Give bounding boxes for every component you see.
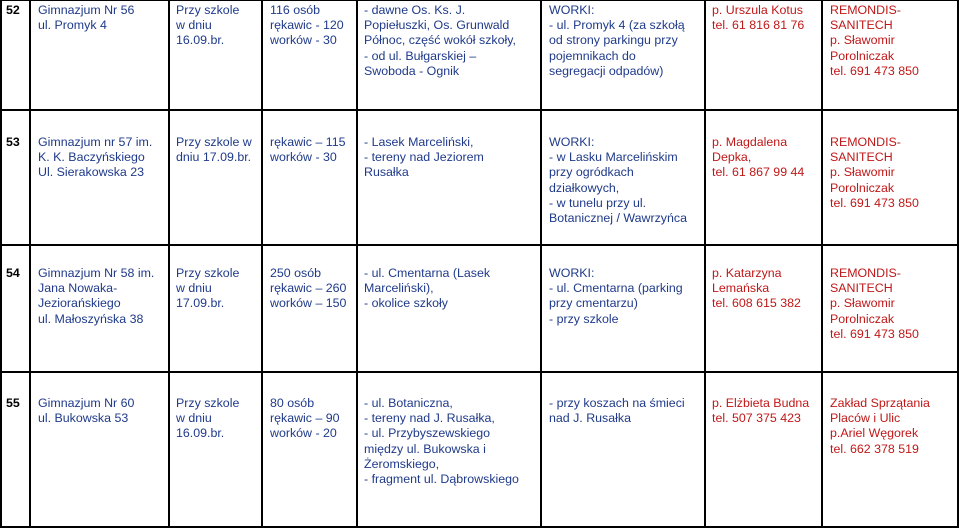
contact-cell: p. Elżbieta Budna tel. 507 375 423 xyxy=(712,396,810,426)
school-cell: Gimnazjum nr 57 im. K. K. Baczyńskiego Ul. Sierakowska 23 xyxy=(38,135,153,180)
area-cell: - ul. Botaniczna, - tereny nad J. Rusałka, - ul. Przybyszewskiego między ul. Bukowska i Żeromskiego, - fragment ul. Dąbrowskiego xyxy=(364,396,519,487)
column-divider xyxy=(821,0,823,528)
bags-cell: - przy koszach na śmieci nad J. Rusałka xyxy=(549,396,685,426)
company-cell: REMONDIS- SANITECH p. Sławomir Porolniczak tel. 691 473 850 xyxy=(830,3,919,78)
company-cell: Zakład Sprzątania Placów i Ulic p.Ariel Węgorek tel. 662 378 519 xyxy=(830,396,930,456)
people-cell: rękawic – 115 worków - 30 xyxy=(270,135,346,165)
column-divider xyxy=(168,0,170,528)
company-cell: REMONDIS- SANITECH p. Sławomir Porolniczak tel. 691 473 850 xyxy=(830,135,919,210)
area-cell: - Lasek Marceliński, - tereny nad Jeziorem Rusałka xyxy=(364,135,484,180)
column-divider xyxy=(261,0,263,528)
column-divider xyxy=(540,0,542,528)
contact-cell: p. Katarzyna Lemańska tel. 608 615 382 xyxy=(712,266,801,311)
row-number: 55 xyxy=(6,396,20,410)
people-cell: 116 osób rękawic - 120 worków - 30 xyxy=(270,3,344,48)
row-number: 54 xyxy=(6,266,20,280)
bags-cell: WORKI: - ul. Cmentarna (parking przy cmentarzu) - przy szkole xyxy=(549,266,683,326)
date-cell: Przy szkole w dniu 16.09.br. xyxy=(176,396,240,441)
area-cell: - dawne Os. Ks. J. Popiełuszki, Os. Grunwald Północ, część wokół szkoły, - od ul. Bułgarskiej – Swoboda - Ognik xyxy=(364,3,516,78)
column-divider xyxy=(356,0,358,528)
date-cell: Przy szkole w dniu 17.09.br. xyxy=(176,266,240,311)
row-divider xyxy=(0,0,959,1)
row-divider xyxy=(0,371,959,373)
school-cell: Gimnazjum Nr 58 im. Jana Nowaka- Jeziorańskiego ul. Małoszyńska 38 xyxy=(38,266,155,326)
row-number: 52 xyxy=(6,3,20,17)
company-cell: REMONDIS- SANITECH p. Sławomir Porolniczak tel. 691 473 850 xyxy=(830,266,919,341)
column-divider xyxy=(0,0,2,528)
row-divider xyxy=(0,244,959,246)
column-divider xyxy=(29,0,31,528)
area-cell: - ul. Cmentarna (Lasek Marceliński), - okolice szkoły xyxy=(364,266,491,311)
people-cell: 250 osób rękawic – 260 worków – 150 xyxy=(270,266,347,311)
row-divider xyxy=(0,109,959,111)
contact-cell: p. Urszula Kotus tel. 61 816 81 76 xyxy=(712,3,805,33)
column-divider xyxy=(704,0,706,528)
people-cell: 80 osób rękawic – 90 worków - 20 xyxy=(270,396,340,441)
school-cell: Gimnazjum Nr 60 ul. Bukowska 53 xyxy=(38,396,135,426)
school-cell: Gimnazjum Nr 56 ul. Promyk 4 xyxy=(38,3,135,33)
contact-cell: p. Magdalena Depka, tel. 61 867 99 44 xyxy=(712,135,805,180)
bags-cell: WORKI: - w Lasku Marcelińskim przy ogródkach działkowych, - w tunelu przy ul. Botanicznej / Wawrzyńca xyxy=(549,135,687,226)
row-number: 53 xyxy=(6,135,20,149)
date-cell: Przy szkole w dniu 16.09.br. xyxy=(176,3,240,48)
date-cell: Przy szkole w dniu 17.09.br. xyxy=(176,135,252,165)
bags-cell: WORKI: - ul. Promyk 4 (za szkołą od strony parkingu przy pojemnikach do segregacji odpadów) xyxy=(549,3,685,78)
